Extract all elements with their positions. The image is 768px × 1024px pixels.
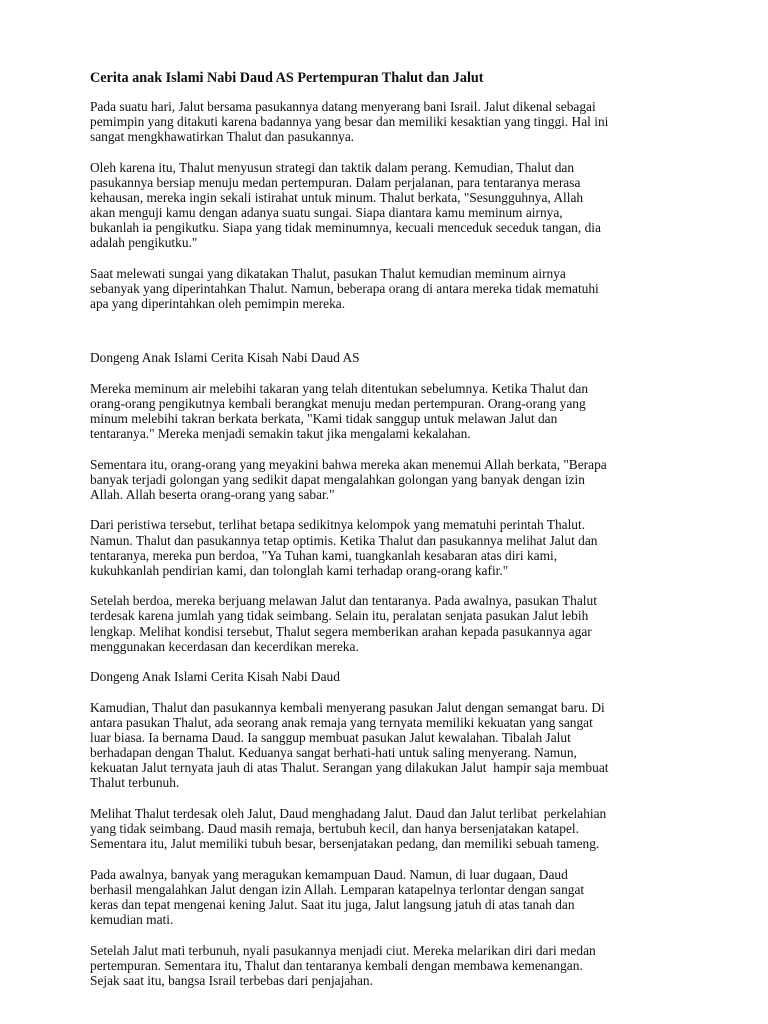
paragraph bbox=[90, 806, 690, 851]
text-line: orang-orang pengikutnya kembali berangkat menuju medan pertempuran. Orang-orang yang bbox=[90, 395, 586, 411]
text-line: kemudian mati. bbox=[90, 911, 174, 927]
document-page bbox=[90, 71, 690, 988]
text-line: Dongeng Anak Islami Cerita Kisah Nabi Daud bbox=[90, 669, 340, 685]
text-line: luar biasa. Ia bernama Daud. Ia sanggup membuat pasukan Jalut kewalahan. Tibalah Jalut bbox=[90, 730, 571, 745]
paragraph bbox=[90, 266, 690, 311]
text-line: sangat mengkhawatirkan Thalut dan pasukannya. bbox=[90, 129, 355, 145]
text-line: minum melebihi takran berkata berkata, "Kami tidak sanggup untuk melawan Jalut dan bbox=[90, 411, 558, 426]
text-line: Oleh karena itu, Thalut menyusun strategi dan taktik dalam perang. Kemudian, Thalut dan bbox=[90, 159, 575, 175]
paragraph bbox=[90, 160, 690, 251]
text-line: Dari peristiwa tersebut, terlihat betapa sedikitnya kelompok yang mematuhi perintah Thalut. bbox=[90, 517, 586, 533]
text-line: antara pasukan Thalut, ada seorang anak remaja yang ternyata memiliki kekuatan yang sangat bbox=[90, 714, 593, 730]
paragraph bbox=[90, 593, 690, 653]
paragraph bbox=[90, 517, 690, 577]
text-line: kekuatan Jalut ternyata jauh di atas Thalut. Serangan yang dilakukan Jalut hampir saja membuat bbox=[90, 760, 609, 776]
text-line: Sejak saat itu, bangsa Israil terbebas dari penjajahan. bbox=[90, 972, 373, 988]
text-line: apa yang diperintahkan oleh pemimpin mereka. bbox=[90, 296, 346, 312]
text-line: Sementara itu, orang-orang yang meyakini bahwa mereka akan menemui Allah berkata, "Berapa bbox=[90, 456, 607, 472]
paragraph bbox=[90, 700, 690, 791]
section-heading bbox=[90, 350, 690, 365]
paragraph bbox=[90, 381, 690, 441]
text-line: tentaranya, mereka pun berdoa, "Ya Tuhan kami, tuangkanlah kesabaran atas diri kami, bbox=[90, 547, 558, 563]
text-line: Thalut terbunuh. bbox=[90, 775, 180, 791]
text-line: pasukannya bersiap menuju medan pertempuran. Dalam perjalanan, para tentaranya merasa bbox=[90, 174, 581, 190]
text-line: kehausan, mereka ingin sekali istirahat untuk minum. Thalut berkata, "Sesungguhnya, Allah bbox=[90, 190, 584, 206]
text-line: Setelah Jalut mati terbunuh, nyali pasukannya menjadi ciut. Mereka melarikan diri dari medan bbox=[90, 942, 596, 958]
text-line: pertempuran. Sementara itu, Thalut dan tentaranya kembali dengan membawa kemenangan. bbox=[90, 957, 583, 973]
text-line: bukanlah ia pengikutku. Siapa yang tidak meminumnya, kecuali menceduk seceduk tangan, dia bbox=[90, 220, 601, 236]
text-line: Setelah berdoa, mereka berjuang melawan Jalut dan tentaranya. Pada awalnya, pasukan Thalut bbox=[90, 593, 597, 609]
text-line: berhadapan dengan Thalut. Keduanya sangat berhati-hati untuk saling menyerang. Namun, bbox=[90, 745, 577, 761]
text-line: berhasil mengalahkan Jalut dengan izin Allah. Lemparan katapelnya terlontar dengan sangat bbox=[90, 881, 585, 897]
text-line: menggunakan kecerdasan dan kecerdikan mereka. bbox=[90, 638, 359, 654]
text-line: lengkap. Melihat kondisi tersebut, Thalut segera memberikan arahan kepada pasukannya agar bbox=[90, 623, 592, 639]
section-heading bbox=[90, 669, 690, 684]
text-line: Mereka meminum air melebihi takaran yang telah ditentukan sebelumnya. Ketika Thalut dan bbox=[90, 380, 589, 396]
paragraph bbox=[90, 867, 690, 927]
text-line: terdesak karena jumlah yang tidak seimbang. Selain itu, peralatan senjata pasukan Jalut lebih bbox=[90, 608, 589, 624]
document-title: Cerita anak Islami Nabi Daud AS Pertempuran Thalut dan Jalut bbox=[90, 70, 484, 86]
text-line: Pada suatu hari, Jalut bersama pasukannya datang menyerang bani Israil. Jalut dikenal sebagai bbox=[90, 99, 596, 115]
text-line: Pada awalnya, banyak yang meragukan kemampuan Daud. Namun, di luar dugaan, Daud bbox=[90, 866, 568, 882]
text-line: Allah. Allah beserta orang-orang yang sabar." bbox=[90, 486, 335, 502]
paragraph bbox=[90, 99, 690, 144]
text-line: banyak terjadi golongan yang sedikit dapat mengalahkan golongan yang banyak dengan izin bbox=[90, 471, 585, 487]
text-line: Kamudian, Thalut dan pasukannya kembali menyerang pasukan Jalut dengan semangat baru. Di bbox=[90, 699, 605, 715]
text-line: tentaranya." Mereka menjadi semakin takut jika mengalami kekalahan. bbox=[90, 426, 471, 442]
text-line: yang tidak seimbang. Daud masih remaja, bertubuh kecil, dan hanya bersenjatakan katapel. bbox=[90, 820, 579, 836]
text-line: Saat melewati sungai yang dikatakan Thalut, pasukan Thalut kemudian meminum airnya bbox=[90, 265, 566, 281]
text-line: sebanyak yang diperintahkan Thalut. Namun, beberapa orang di antara mereka tidak mematuhi bbox=[90, 281, 599, 297]
text-line: Namun. Thalut dan pasukannya tetap optimis. Ketika Thalut dan pasukannya melihat Jalut dan bbox=[90, 532, 598, 548]
paragraph bbox=[90, 457, 690, 502]
text-line: Melihat Thalut terdesak oleh Jalut, Daud menghadang Jalut. Daud dan Jalut terlibat perkelahian bbox=[90, 805, 607, 821]
text-line: pemimpin yang ditakuti karena badannya yang besar dan memiliki kesaktian yang tinggi. Hal ini bbox=[90, 114, 609, 130]
text-line: Dongeng Anak Islami Cerita Kisah Nabi Daud AS bbox=[90, 350, 360, 366]
paragraph bbox=[90, 943, 690, 988]
text-line: Sementara itu, Jalut memiliki tubuh besar, bersenjatakan pedang, dan memiliki sebuah tameng. bbox=[90, 836, 600, 852]
text-line: kukuhkanlah pendirian kami, dan tolonglah kami terhadap orang-orang kafir." bbox=[90, 562, 509, 578]
text-line: adalah pengikutku." bbox=[90, 235, 198, 251]
text-line: keras dan tepat mengenai kening Jalut. Saat itu juga, Jalut langsung jatuh di atas tanah dan bbox=[90, 896, 575, 912]
document-body bbox=[90, 99, 690, 988]
text-line: akan menguji kamu dengan adanya suatu sungai. Siapa diantara kamu meminum airnya, bbox=[90, 205, 563, 221]
